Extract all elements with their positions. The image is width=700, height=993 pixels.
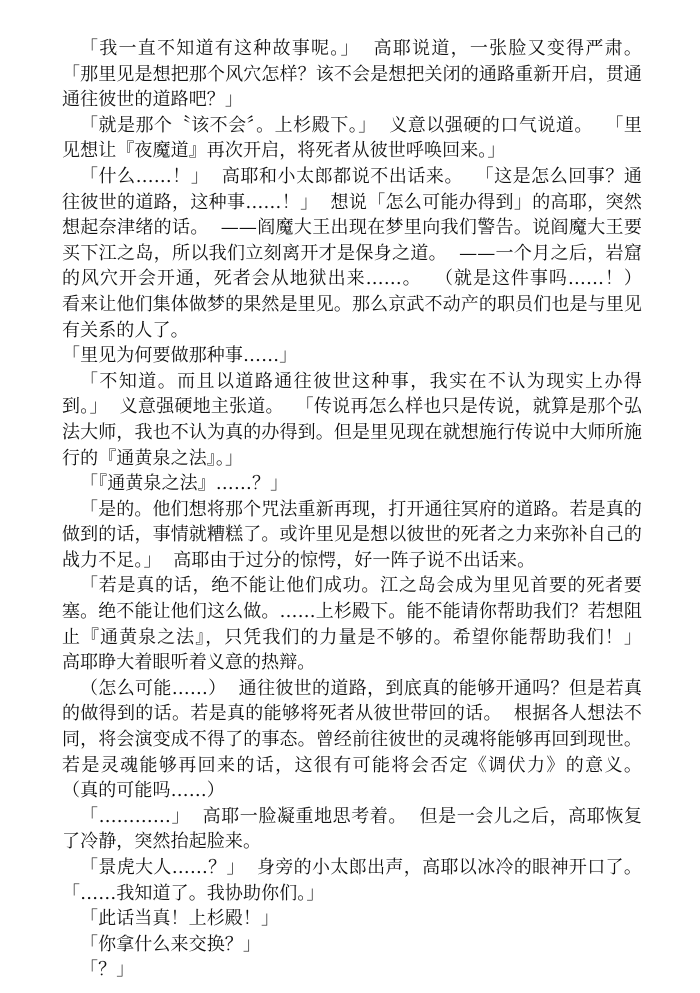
paragraph-1: 「我一直不知道有这种故事呢。」 高耶说道，一张脸又变得严肃。 「那里见是想把那个风穴怎样？该不会是想把关闭的通路重新开启，贯通通往彼世的道路吧？」	[62, 38, 654, 111]
novel-page	[62, 36, 654, 983]
paragraph-14: 「？」	[80, 959, 135, 981]
paragraph-9: （怎么可能……） 通往彼世的道路，到底真的能够开通吗？但是若真的做得到的话。若是真的能够将死者从彼世带回的话。 根据各人想法不同，将会演变成不得了的事态。曾经前往彼世的灵魂将能够再回到现世。若是灵魂能够再回来的话，这很有可能将会否定《调伏力》的意义。 （真的可能吗……）	[62, 677, 654, 802]
paragraph-12: 「此话当真！上杉殿！」	[80, 908, 280, 930]
paragraph-10: 「…………」 高耶一脸凝重地思考着。 但是一会儿之后，高耶恢复了冷静，突然抬起脸来。	[62, 805, 642, 853]
paragraph-2: 「就是那个〝该不会〞。上杉殿下。」 义意以强硬的口气说道。 「里见想让『夜魔道』再次开启，将死者从彼世呼唤回来。」	[62, 114, 642, 162]
paragraph-13: 「你拿什么来交换？」	[80, 933, 261, 955]
paragraph-4: 「里见为何要做那种事……」	[62, 345, 298, 367]
paragraph-6: 「『通黄泉之法』……？」	[80, 473, 289, 495]
paragraph-7: 「是的。他们想将那个咒法重新再现，打开通往冥府的道路。若是真的做到的话，事情就糟糕了。或许里见是想以彼世的死者之力来弥补自己的战力不足。」 高耶由于过分的惊愕，好一阵子说不出话来。	[62, 498, 642, 571]
paragraph-5: 「不知道。而且以道路通往彼世这种事，我实在不认为现实上办得到。」 义意强硬地主张道。 「传说再怎么样也只是传说，就算是那个弘法大师，我也不认为真的办得到。但是里见现在就想施行传说中大师所施行的『通黄泉之法』。」	[62, 370, 642, 469]
paragraph-8: 「若是真的话，绝不能让他们成功。江之岛会成为里见首要的死者要塞。绝不能让他们这么做。……上杉殿下。能不能请你帮助我们？若想阻止『通黄泉之法』，只凭我们的力量是不够的。希望你能帮助我们！」 高耶睁大着眼听着义意的热辩。	[62, 575, 654, 674]
paragraph-11: 「景虎大人……？」 身旁的小太郎出声，高耶以冰冷的眼神开口了。 「……我知道了。我协助你们。」	[62, 857, 654, 904]
paragraph-3: 「什么……！」 高耶和小太郎都说不出话来。 「这是怎么回事？通往彼世的道路，这种事……！」 想说「怎么可能办得到」的高耶，突然想起奈津绪的话。 ——阎魔大王出现在梦里向我们警告。说阎魔大王要买下江之岛，所以我们立刻离开才是保身之道。 ——一个月之后，岩窟的风穴开会开通，死者会从地狱出来……。 （就是这件事吗……！） 看来让他们集体做梦的果然是里见。那么京武不动产的职员们也是与里见有关系的人了。	[62, 165, 654, 341]
